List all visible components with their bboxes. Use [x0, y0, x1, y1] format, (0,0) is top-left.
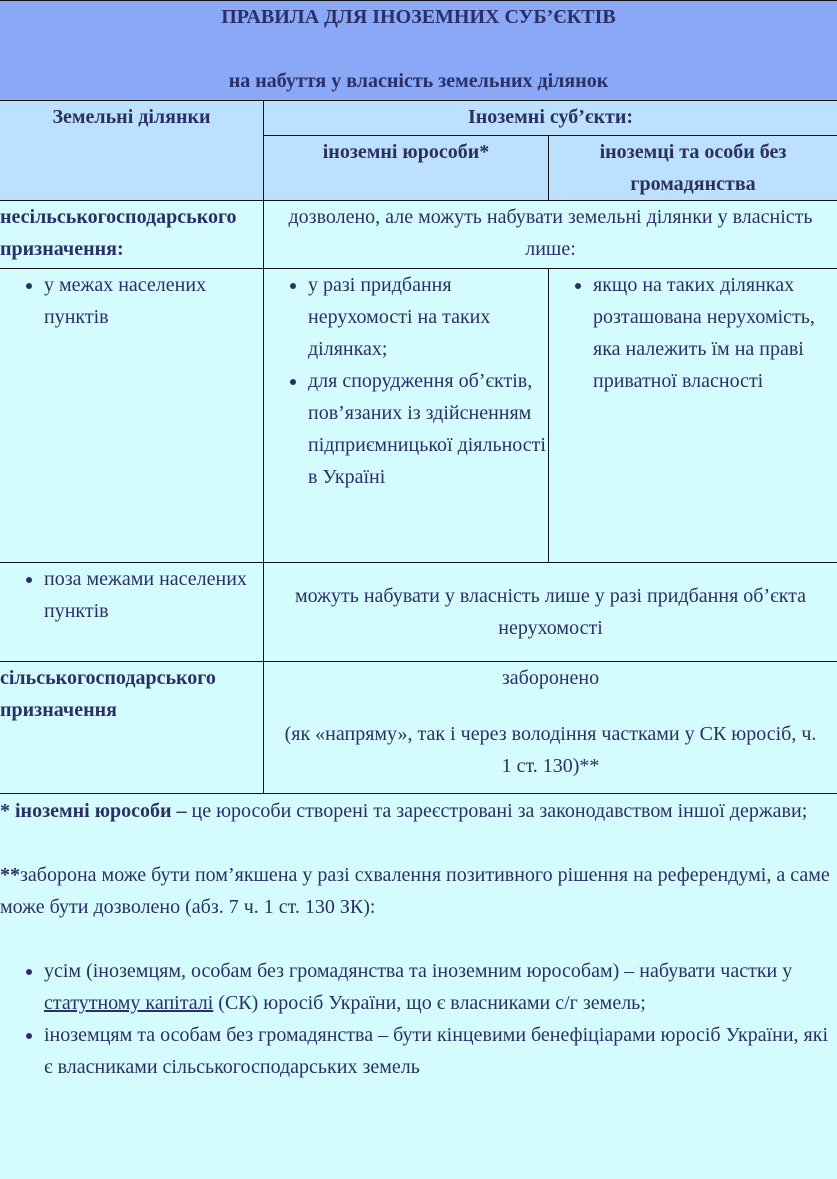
row-outside-label	[0, 563, 264, 662]
footnote-2	[0, 859, 830, 923]
row-nonagri-value: дозволено, але можуть набувати земельні ділянки у власність лише:	[264, 201, 837, 269]
header-legal-entities: іноземні юрособи*	[264, 136, 549, 201]
agri-note: (як «напряму», так і через володіння частками у СК юросіб, ч. 1 ст. 130)**	[284, 723, 817, 777]
agri-forbidden: заборонено	[501, 667, 600, 689]
table-title	[0, 1, 837, 101]
header-individuals: іноземці та особи без громадянства	[549, 136, 837, 201]
header-land: Земельні ділянки	[0, 101, 264, 201]
list-item: • іноземцям та особам без громадянства – бути кінцевими бенефіціарами юросіб України, які є власниками сільськогосподарських земель	[44, 1019, 830, 1083]
charter-capital-link[interactable]: статутному капіталі	[44, 992, 214, 1014]
footnote-2-mark: **	[0, 864, 20, 886]
row-within-individuals	[549, 269, 837, 563]
title-line-1: ПРАВИЛА ДЛЯ ІНОЗЕМНИХ СУБ’ЄКТІВ	[221, 6, 616, 28]
list-item: • якщо на таких ділянках розташована нерухомість, яка належить їм на праві приватної власності	[593, 269, 837, 397]
footnote-list	[0, 955, 830, 1083]
bullet-text: (СК) юросіб України, що є власниками с/г земель;	[213, 992, 646, 1014]
row-agri-label: сільськогосподарського призначення	[0, 662, 264, 794]
list-item: • у разі придбання нерухомості на таких ділянках;	[308, 269, 548, 365]
row-nonagri-label: несільськогосподарського призначення:	[0, 201, 264, 269]
footnotes	[0, 795, 830, 1083]
title-line-2: на набуття у власність земельних ділянок	[228, 70, 609, 92]
row-outside-value: можуть набувати у власність лише у разі придбання об’єкта нерухомості	[264, 563, 837, 662]
list-item: • поза межами населених пунктів	[44, 563, 263, 627]
footnote-1-term: * іноземні юрособи –	[0, 800, 187, 822]
bullet-text: усім (іноземцям, особам без громадянства та іноземним юрособам) – набувати частки у	[44, 960, 793, 982]
list-item: • у межах населених пунктів	[44, 269, 263, 333]
row-within-label	[0, 269, 264, 563]
footnote-1	[0, 795, 830, 827]
header-subjects: Іноземні суб’єкти:	[264, 101, 837, 136]
list-item	[44, 955, 830, 1019]
footnote-2-text: заборона може бути пом’якшена у разі схвалення позитивного рішення на референдумі, а саме може бути дозволено (абз. 7 ч. 1 ст. 130 ЗК):	[0, 864, 830, 918]
row-within-legal	[264, 269, 549, 563]
row-agri-value	[264, 662, 837, 794]
list-item: • для спорудження об’єктів, пов’язаних із здійсненням підприємницької діяльності в Україні	[308, 365, 548, 493]
footnote-1-text: це юрособи створені та зареєстровані за законодавством іншої держави;	[186, 800, 808, 822]
